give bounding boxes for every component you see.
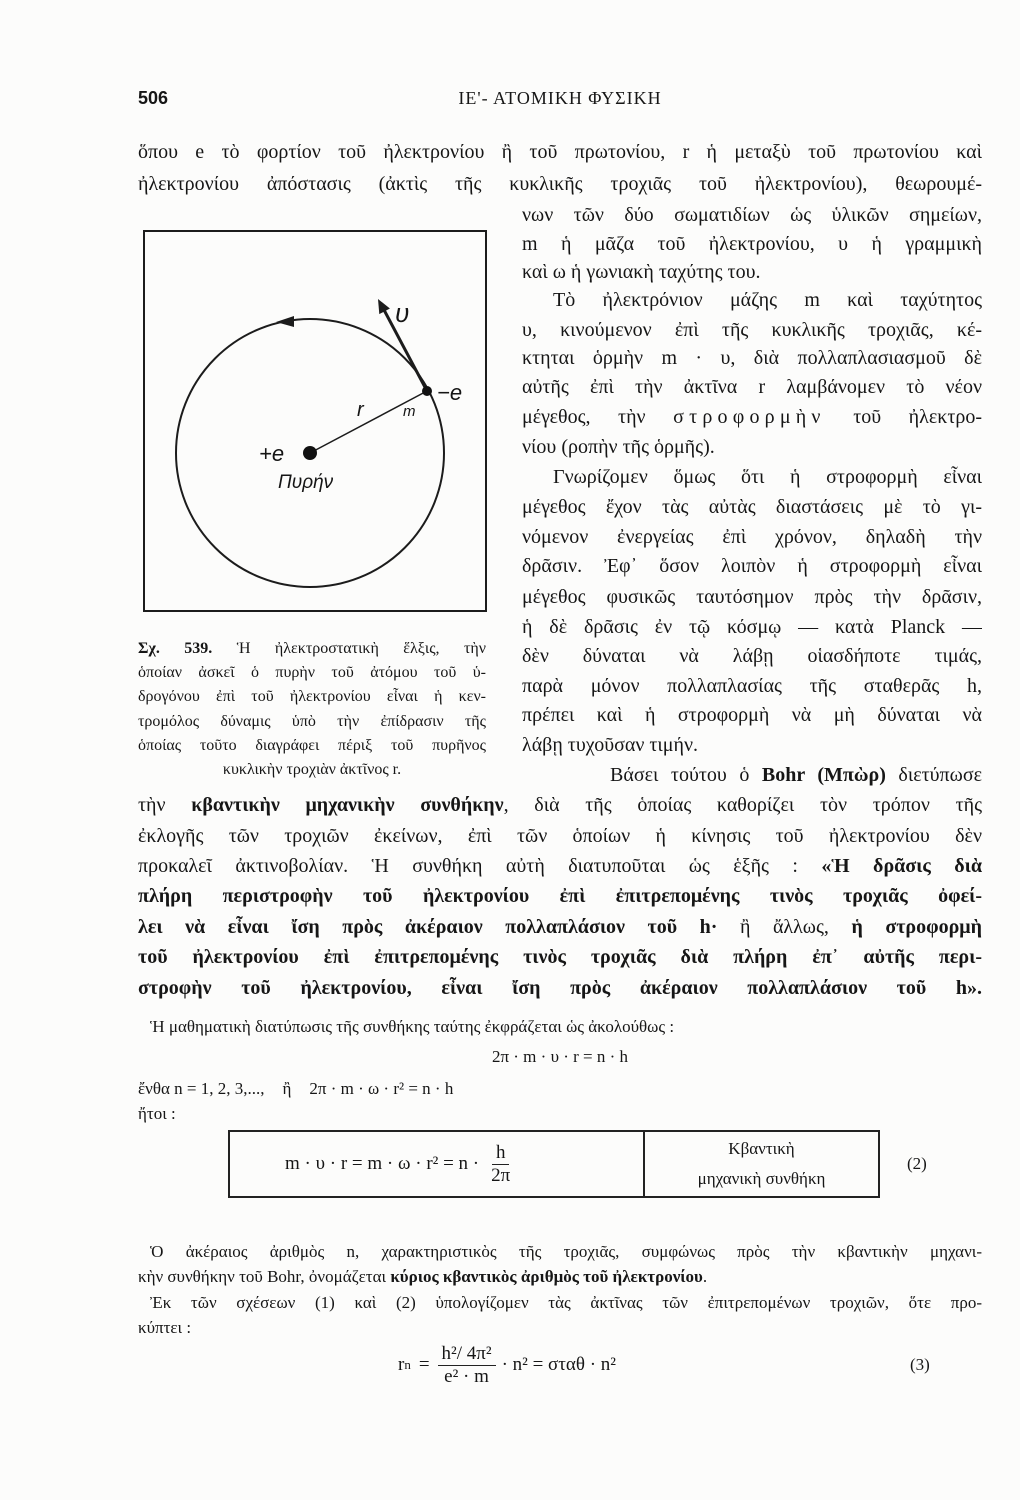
- column-line: υ, κινούμενον ἐπὶ τῆς κυκλικῆς τροχιᾶς, κέ-: [522, 319, 982, 341]
- fraction-numerator: h²/ 4π²: [438, 1343, 496, 1366]
- bold-term: λει νὰ εἶναι ἴση πρὸς ἀκέραιον πολλαπλάσιον τοῦ h·: [138, 916, 718, 938]
- column-line: παρὰ μόνον πολλαπλασίας τῆς σταθερᾶς h,: [522, 675, 982, 697]
- where-prefix: ἔνθα n = 1, 2, 3,...,: [138, 1079, 265, 1098]
- running-title: ΙΕ'- ΑΤΟΜΙΚΗ ΦΥΣΙΚΗ: [458, 88, 662, 108]
- equation-number: (2): [907, 1154, 927, 1173]
- column-line: καὶ ω ἡ γωνιακὴ ταχύτης του.: [522, 261, 761, 283]
- body-text: προκαλεῖ ἀκτινοβολίαν. Ἡ συνθήκη αὐτὴ διατυποῦται ὡς ἑξῆς :: [138, 855, 822, 877]
- bold-term: κβαντικὴν μηχανικὴν συνθήκην: [191, 794, 504, 816]
- page-number: 506: [138, 88, 169, 108]
- bold-term: κύριος κβαντικὸς ἀριθμὸς τοῦ ἠλεκτρονίου: [390, 1267, 703, 1286]
- figure-caption-line: ὁποίας τοῦτο διαγράφει πέριξ τοῦ πυρῆνος: [138, 737, 486, 754]
- column-line: Γνωρίζομεν ὅμως ὅτι ἡ στροφορμὴ εἶναι: [553, 466, 982, 488]
- column-line: μέγεθος ἔχον τὰς αὐτὰς διαστάσεις μὲ τὸ γι-: [522, 496, 982, 518]
- body-line: [138, 914, 982, 940]
- quantum-condition-box: [228, 1130, 880, 1198]
- orbit-direction-arrow-icon: [276, 316, 294, 327]
- body-line: ἠλεκτρονίου ἀπόστασις (ἀκτὶς τῆς κυκλικῆς τροχιᾶς τοῦ ἠλεκτρονίου), θεωρουμέ-: [138, 173, 982, 195]
- column-line: πρέπει καὶ ἡ στροφορμὴ νὰ μὴ δύναται νὰ: [522, 704, 982, 726]
- equation-3: [398, 1338, 616, 1392]
- body-text: Βάσει τούτου ὁ: [610, 764, 762, 786]
- radius-label: r: [357, 399, 364, 421]
- radius-line: [310, 391, 427, 453]
- where-or: ἢ: [282, 1079, 292, 1098]
- body-line: Ὁ ἀκέραιος ἀριθμὸς n, χαρακτηριστικὸς τῆς τροχιᾶς, συμφώνως πρὸς τὴν κβαντικὴν μηχανι-: [150, 1242, 982, 1261]
- caption-text: Ἡ ἠλεκτροστατικὴ ἕλξις, τὴν: [212, 640, 486, 657]
- bold-body-line: στροφὴν τοῦ ἠλεκτρονίου, εἶναι ἴση πρὸς ἀκέραιον πολλαπλάσιον τοῦ h».: [138, 977, 982, 999]
- nucleus-label: Πυρήν: [278, 472, 334, 493]
- column-line: νόμενον ἐνεργείας ἐπὶ χρόνον, δηλαδὴ τὴν: [522, 526, 982, 548]
- where-equation: 2π · m · ω · r² = n · h: [309, 1079, 454, 1098]
- body-text: κὴν συνθήκην τοῦ Bohr, ὀνομάζεται: [138, 1267, 391, 1286]
- column-line: δὲν δύναται νὰ λάβῃ οἱασδήποτε τιμάς,: [522, 645, 982, 667]
- equation-rhs: · n² = σταθ · n²: [501, 1354, 617, 1375]
- nucleus-dot: [303, 446, 317, 460]
- fraction-denominator: 2π: [491, 1164, 511, 1186]
- nucleus-charge-label: +e: [259, 441, 285, 466]
- column-line: ἡ δὲ δρᾶσις ἐν τῷ κόσμῳ — κατὰ Planck —: [522, 616, 982, 638]
- column-line: Τὸ ἠλεκτρόνιον μάζης m καὶ ταχύτητος: [553, 289, 982, 311]
- electron-mass-label: m: [403, 403, 416, 420]
- column-line: νίου (ροπὴν τῆς ὁρμῆς).: [522, 436, 715, 458]
- body-text: , διὰ τῆς ὁποίας καθορίζει τὸν τρόπον τῆς: [503, 794, 982, 816]
- body-line: [138, 853, 982, 879]
- fraction: [438, 1343, 496, 1388]
- bold-term: Bohr (Μπὼρ): [761, 764, 886, 786]
- figure-number: Σχ. 539.: [138, 640, 213, 657]
- fraction: [487, 1142, 514, 1187]
- fraction-numerator: h: [492, 1142, 510, 1165]
- figure-caption-line: [138, 637, 486, 661]
- figure-caption-line: κυκλικὴν τροχιὰν ἀκτῖνος r.: [222, 761, 402, 778]
- column-line: μέγεθος φυσικῶς ταυτόσημον πρὸς τὴν δρᾶσιν,: [522, 586, 982, 608]
- equation-number: (3): [910, 1355, 930, 1374]
- body-line: ὅπου e τὸ φορτίον τοῦ ἠλεκτρονίου ἢ τοῦ πρωτονίου, r ἡ μεταξὺ τοῦ πρωτονίου καὶ: [138, 141, 982, 163]
- boxed-label: [645, 1132, 878, 1196]
- boxed-label-line: Κβαντικὴ: [728, 1139, 795, 1158]
- body-line: [138, 792, 982, 818]
- bold-term: ἡ στροφορμὴ: [851, 916, 982, 938]
- column-line: λάβῃ τυχοῦσαν τιμήν.: [522, 734, 699, 756]
- boxed-equation-lhs: m · υ · r = m · ω · r² = n ·: [285, 1153, 480, 1174]
- bold-term: «Ἡ δρᾶσις διὰ: [821, 855, 982, 877]
- body-text: διετύπωσε: [885, 764, 982, 786]
- body-text: μέγεθος, τὴν: [522, 406, 674, 428]
- fraction-denominator: e² · m: [444, 1365, 489, 1387]
- that-is-label: ἤτοι :: [138, 1104, 176, 1123]
- body-line: κύπτει :: [138, 1318, 192, 1337]
- figure-caption-line: ὁποίαν ἀσκεῖ ὁ πυρὴν τοῦ ἀτόμου τοῦ ὑ-: [138, 664, 486, 681]
- body-line: [138, 1265, 982, 1289]
- velocity-label: υ: [395, 298, 410, 328]
- body-text: τοῦ ἠλεκτρο-: [825, 406, 982, 428]
- body-text: τὴν: [138, 794, 192, 816]
- column-line: αὐτῆς ἐπὶ τὴν ἀκτῖνα r λαμβάνομεν τὸ νέον: [522, 376, 982, 398]
- radius-symbol: r: [398, 1354, 405, 1375]
- body-text: .: [702, 1267, 708, 1286]
- figure-caption-line: τρομόλος δύναμις ὑπὸ τὴν ἐπίδρασιν τῆς: [138, 713, 486, 730]
- electron-dot: [422, 386, 432, 396]
- figure-caption-line: δρογόνου ἐπὶ τοῦ ἠλεκτρονίου εἶναι ἡ κεν-: [138, 688, 486, 705]
- column-line: [610, 762, 982, 788]
- boxed-label-line: μηχανικὴ συνθήκη: [697, 1169, 826, 1188]
- where-line: [138, 1077, 982, 1101]
- body-line: Ἐκ τῶν σχέσεων (1) καὶ (2) ὑπολογίζομεν τὰς ἀκτῖνας τῶν ἐπιτρεπομένων τροχιῶν, ὅτε προ-: [150, 1293, 982, 1312]
- equation-1: 2π · m · υ · r = n · h: [491, 1047, 629, 1066]
- bold-body-line: πλήρη περιστροφὴν τοῦ ἠλεκτρονίου ἐπὶ ἐπιτρεπομένης τινὸς τροχιᾶς ὀφεί-: [138, 885, 982, 907]
- radius-subscript: n: [404, 1357, 411, 1372]
- boxed-equation: [230, 1132, 645, 1196]
- equals-sign: =: [418, 1354, 430, 1375]
- bold-body-line: τοῦ ἠλεκτρονίου ἐπὶ ἐπιτρεπομένης τινὸς τροχιᾶς διὰ πλήρη ἐπ᾽ αὐτῆς περι-: [138, 946, 982, 968]
- formula-intro: Ἡ μαθηματικὴ διατύπωσις τῆς συνθήκης ταύτης ἐκφράζεται ὡς ἀκολούθως :: [150, 1017, 675, 1036]
- body-text: ἢ ἄλλως,: [717, 916, 852, 938]
- column-line: m ἡ μᾶζα τοῦ ἠλεκτρονίου, υ ἡ γραμμικὴ: [522, 233, 982, 255]
- column-line: κτηται ὁρμὴν m · υ, διὰ πολλαπλασιασμοῦ δὲ: [522, 347, 982, 369]
- figure-frame: [144, 231, 486, 611]
- electron-charge-label: −e: [437, 380, 463, 405]
- atom-figure: [143, 230, 487, 612]
- column-line: δρᾶσιν. Ἐφ᾽ ὅσον λοιπὸν ἡ στροφορμὴ εἶναι: [522, 555, 982, 577]
- body-line: ἐκλογῆς τῶν τροχιῶν ἐκείνων, ἐπὶ τῶν ὁποίων ἡ κίνησις τοῦ ἠλεκτρονίου δὲν: [138, 825, 982, 847]
- column-line: [522, 404, 982, 430]
- column-line: νων τῶν δύο σωματιδίων ὡς ὑλικῶν σημείων,: [522, 204, 982, 226]
- spaced-term: στροφορμὴν: [673, 406, 826, 428]
